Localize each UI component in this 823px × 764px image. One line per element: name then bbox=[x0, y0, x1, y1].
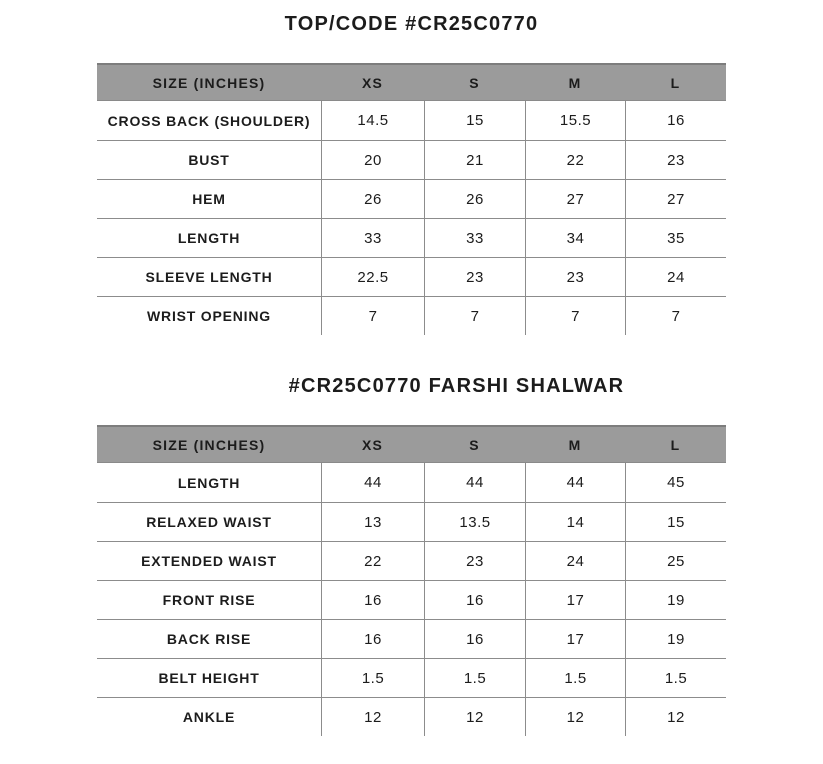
size-value: 26 bbox=[424, 180, 525, 218]
size-value: 33 bbox=[321, 219, 424, 257]
size-value: 22.5 bbox=[321, 258, 424, 296]
column-header-l: L bbox=[670, 436, 681, 453]
table-row bbox=[97, 502, 726, 541]
size-value: 13 bbox=[321, 503, 424, 541]
row-label: HEM bbox=[192, 191, 226, 207]
size-value: 45 bbox=[625, 463, 726, 502]
size-value: 12 bbox=[321, 698, 424, 736]
shalwar-table-title: #CR25C0770 FARSHI SHALWAR bbox=[288, 375, 625, 397]
column-header-l: L bbox=[670, 74, 681, 91]
row-label: LENGTH bbox=[177, 230, 241, 246]
size-value: 16 bbox=[625, 101, 726, 140]
column-header-m: M bbox=[568, 436, 582, 453]
row-label: CROSS BACK (SHOULDER) bbox=[107, 112, 311, 129]
column-header-s: S bbox=[469, 74, 480, 91]
size-value: 21 bbox=[424, 141, 525, 179]
size-value: 26 bbox=[321, 180, 424, 218]
size-value: 19 bbox=[625, 581, 726, 619]
size-value: 15 bbox=[424, 101, 525, 140]
top-size-table bbox=[97, 63, 726, 335]
column-header-size-inches: SIZE (INCHES) bbox=[152, 436, 266, 453]
column-header-m: M bbox=[568, 74, 582, 91]
size-value: 12 bbox=[424, 698, 525, 736]
size-value: 14 bbox=[525, 503, 625, 541]
row-label: BELT HEIGHT bbox=[158, 670, 260, 686]
size-value: 22 bbox=[321, 542, 424, 580]
row-label: BACK RISE bbox=[166, 631, 252, 647]
column-header-xs: XS bbox=[361, 436, 384, 453]
table-row bbox=[97, 257, 726, 296]
table-row bbox=[97, 101, 726, 140]
size-value: 23 bbox=[424, 542, 525, 580]
size-value: 34 bbox=[525, 219, 625, 257]
size-value: 27 bbox=[625, 180, 726, 218]
size-value: 16 bbox=[321, 620, 424, 658]
size-value: 16 bbox=[424, 581, 525, 619]
size-value: 27 bbox=[525, 180, 625, 218]
table-row bbox=[97, 179, 726, 218]
size-value: 7 bbox=[625, 297, 726, 335]
table-row bbox=[97, 580, 726, 619]
size-value: 44 bbox=[424, 463, 525, 502]
size-value: 14.5 bbox=[321, 101, 424, 140]
size-value: 22 bbox=[525, 141, 625, 179]
top-table-header-row bbox=[97, 63, 726, 101]
size-value: 23 bbox=[625, 141, 726, 179]
size-value: 7 bbox=[525, 297, 625, 335]
table-row bbox=[97, 218, 726, 257]
row-label: BUST bbox=[188, 152, 230, 168]
table-row bbox=[97, 140, 726, 179]
size-value: 1.5 bbox=[625, 659, 726, 697]
row-label: SLEEVE LENGTH bbox=[145, 269, 273, 285]
size-value: 35 bbox=[625, 219, 726, 257]
size-value: 44 bbox=[525, 463, 625, 502]
table-row bbox=[97, 619, 726, 658]
column-header-s: S bbox=[469, 436, 480, 453]
size-value: 17 bbox=[525, 620, 625, 658]
row-label: EXTENDED WAIST bbox=[141, 553, 277, 569]
size-value: 23 bbox=[424, 258, 525, 296]
table-row bbox=[97, 296, 726, 335]
size-value: 25 bbox=[625, 542, 726, 580]
size-value: 19 bbox=[625, 620, 726, 658]
size-value: 24 bbox=[625, 258, 726, 296]
table-row bbox=[97, 541, 726, 580]
size-value: 16 bbox=[321, 581, 424, 619]
shalwar-table-header-row bbox=[97, 425, 726, 463]
size-value: 12 bbox=[525, 698, 625, 736]
size-value: 33 bbox=[424, 219, 525, 257]
size-value: 44 bbox=[321, 463, 424, 502]
shalwar-size-table bbox=[97, 425, 726, 736]
size-value: 12 bbox=[625, 698, 726, 736]
size-value: 17 bbox=[525, 581, 625, 619]
size-value: 1.5 bbox=[321, 659, 424, 697]
size-value: 13.5 bbox=[424, 503, 525, 541]
size-value: 23 bbox=[525, 258, 625, 296]
row-label: RELAXED WAIST bbox=[146, 514, 272, 530]
size-value: 7 bbox=[321, 297, 424, 335]
size-value: 7 bbox=[424, 297, 525, 335]
table-row bbox=[97, 697, 726, 736]
top-table-title: TOP/CODE #CR25C0770 bbox=[284, 13, 539, 35]
table-row bbox=[97, 658, 726, 697]
size-value: 1.5 bbox=[424, 659, 525, 697]
row-label: ANKLE bbox=[182, 709, 236, 725]
size-value: 24 bbox=[525, 542, 625, 580]
row-label: WRIST OPENING bbox=[147, 308, 271, 324]
row-label: FRONT RISE bbox=[162, 592, 256, 608]
column-header-size-inches: SIZE (INCHES) bbox=[152, 74, 266, 91]
size-value: 1.5 bbox=[525, 659, 625, 697]
size-value: 20 bbox=[321, 141, 424, 179]
size-value: 16 bbox=[424, 620, 525, 658]
table-row bbox=[97, 463, 726, 502]
size-value: 15.5 bbox=[525, 101, 625, 140]
size-value: 15 bbox=[625, 503, 726, 541]
row-label: LENGTH bbox=[177, 474, 241, 491]
column-header-xs: XS bbox=[361, 74, 384, 91]
